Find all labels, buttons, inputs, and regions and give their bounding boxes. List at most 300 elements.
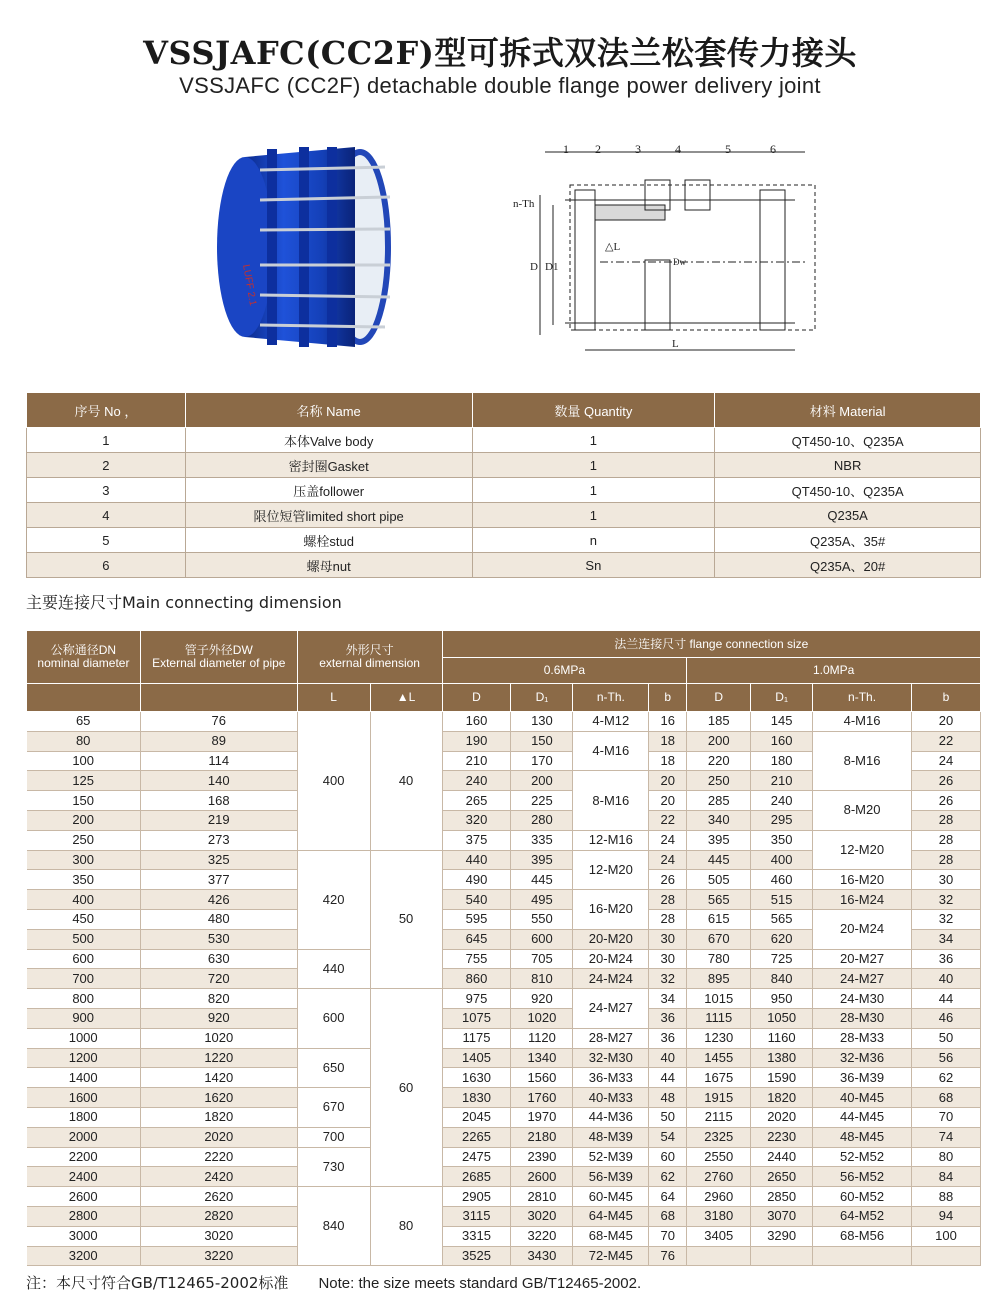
cell-d1-06: 2810: [511, 1187, 573, 1207]
cell-d1-06: 2600: [511, 1167, 573, 1187]
cell-l: 700: [297, 1127, 370, 1147]
cell-nth-06: 4-M12: [573, 712, 649, 732]
cell-d-10: 565: [687, 890, 751, 910]
cell-d-06: 3315: [442, 1226, 511, 1246]
cell-b-06: 50: [649, 1107, 687, 1127]
cell-d-06: 2685: [442, 1167, 511, 1187]
dimension-row: [27, 909, 981, 929]
cell-d-10: [687, 1246, 751, 1266]
cell-d-10: 2960: [687, 1187, 751, 1207]
parts-cell-material: Q235A、35#: [715, 528, 981, 553]
cell-d1-06: 280: [511, 810, 573, 830]
cell-d1-10: 3290: [751, 1226, 813, 1246]
cell-d-10: 445: [687, 850, 751, 870]
cell-dw: 89: [140, 731, 297, 751]
cell-d1-10: 210: [751, 771, 813, 791]
cell-d-10: 780: [687, 949, 751, 969]
header-d1-10: D₁: [751, 684, 813, 712]
cell-dn: 3200: [27, 1246, 141, 1266]
cell-nth-10: 56-M52: [813, 1167, 912, 1187]
cell-b-06: 30: [649, 949, 687, 969]
dimension-row: [27, 1147, 981, 1167]
header-l: L: [297, 684, 370, 712]
parts-header-no: 序号 No ，: [27, 393, 186, 428]
cell-nth-10: 24-M27: [813, 969, 912, 989]
cell-b-06: 62: [649, 1167, 687, 1187]
cell-d1-10: 515: [751, 890, 813, 910]
cell-d-06: 490: [442, 870, 511, 890]
cell-dn: 1200: [27, 1048, 141, 1068]
cell-dn: 600: [27, 949, 141, 969]
footnote-en: Note: the size meets standard GB/T12465-2002.: [318, 1275, 642, 1292]
cell-d1-10: 240: [751, 791, 813, 811]
cell-dn: 250: [27, 830, 141, 850]
cell-dw: 114: [140, 751, 297, 771]
cell-d-06: 2045: [442, 1107, 511, 1127]
label-nth: n-Th: [513, 198, 535, 210]
dimension-row: [27, 830, 981, 850]
header-dn-cn: 公称通径DN: [50, 643, 117, 657]
header-dw: [140, 631, 297, 684]
cell-nth-10: 40-M45: [813, 1088, 912, 1108]
cell-delta-l: 40: [370, 712, 442, 851]
parts-cell-name: 本体Valve body: [185, 428, 472, 453]
cell-d-10: 2325: [687, 1127, 751, 1147]
cell-d-06: 1405: [442, 1048, 511, 1068]
cell-dn: 1000: [27, 1028, 141, 1048]
cell-nth-10: 16-M20: [813, 870, 912, 890]
cell-l: 420: [297, 850, 370, 949]
cell-nth-06: 20-M20: [573, 929, 649, 949]
cell-dw: 1420: [140, 1068, 297, 1088]
parts-cell-name: 压盖follower: [185, 478, 472, 503]
cell-b-10: 26: [912, 771, 981, 791]
cell-dn: 1600: [27, 1088, 141, 1108]
cell-d1-06: 225: [511, 791, 573, 811]
cell-b-06: 18: [649, 731, 687, 751]
cell-l: 670: [297, 1088, 370, 1128]
cell-dw: 1820: [140, 1107, 297, 1127]
cell-dw: 920: [140, 1008, 297, 1028]
dimension-row: [27, 989, 981, 1009]
cell-dn: 2400: [27, 1167, 141, 1187]
cell-dw: 2820: [140, 1206, 297, 1226]
cell-nth-10: [813, 1246, 912, 1266]
cell-nth-10: 52-M52: [813, 1147, 912, 1167]
cell-dn: 100: [27, 751, 141, 771]
label-d1: D1: [545, 261, 559, 273]
cell-d-10: 395: [687, 830, 751, 850]
cell-l: 440: [297, 949, 370, 989]
header-blank-2: [140, 684, 297, 712]
label-d: D: [530, 261, 538, 273]
cell-d1-06: 170: [511, 751, 573, 771]
cell-d-10: 895: [687, 969, 751, 989]
cell-nth-10: 44-M45: [813, 1107, 912, 1127]
cell-d1-10: 400: [751, 850, 813, 870]
header-d1-06: D₁: [511, 684, 573, 712]
cell-b-10: 30: [912, 870, 981, 890]
cell-d-06: 2265: [442, 1127, 511, 1147]
parts-cell-no: 1: [27, 428, 186, 453]
cell-dw: 630: [140, 949, 297, 969]
cell-dn: 450: [27, 909, 141, 929]
cell-dn: 800: [27, 989, 141, 1009]
cell-d-06: 860: [442, 969, 511, 989]
cell-d1-06: 1760: [511, 1088, 573, 1108]
cell-dn: 500: [27, 929, 141, 949]
cell-nth-10: 68-M56: [813, 1226, 912, 1246]
label-l: L: [672, 338, 679, 350]
cell-b-06: 26: [649, 870, 687, 890]
cell-b-06: 16: [649, 712, 687, 732]
cell-d1-10: 2850: [751, 1187, 813, 1207]
cell-dn: 2000: [27, 1127, 141, 1147]
cell-dw: 480: [140, 909, 297, 929]
cell-d-06: 210: [442, 751, 511, 771]
dimension-row: [27, 1008, 981, 1028]
cell-dn: 65: [27, 712, 141, 732]
cell-d1-10: 1380: [751, 1048, 813, 1068]
cell-d-10: 2760: [687, 1167, 751, 1187]
cell-nth-10: 36-M39: [813, 1068, 912, 1088]
cell-b-06: 34: [649, 989, 687, 1009]
cell-b-06: 28: [649, 890, 687, 910]
cell-d1-06: 1020: [511, 1008, 573, 1028]
cell-dw: 1220: [140, 1048, 297, 1068]
cell-b-10: 74: [912, 1127, 981, 1147]
cell-d-06: 265: [442, 791, 511, 811]
cell-d1-10: 950: [751, 989, 813, 1009]
parts-row: [27, 478, 981, 503]
cell-dw: 1020: [140, 1028, 297, 1048]
cell-b-06: 60: [649, 1147, 687, 1167]
cell-b-10: 100: [912, 1226, 981, 1246]
cell-nth-06: 64-M45: [573, 1206, 649, 1226]
cell-d1-06: 200: [511, 771, 573, 791]
cell-d1-10: [751, 1246, 813, 1266]
product-photo: [205, 135, 415, 360]
cell-nth-06: 24-M24: [573, 969, 649, 989]
cell-d1-10: 3070: [751, 1206, 813, 1226]
cell-nth-06: 8-M16: [573, 771, 649, 830]
cell-d-10: 505: [687, 870, 751, 890]
cell-d1-06: 495: [511, 890, 573, 910]
cell-d1-06: 130: [511, 712, 573, 732]
cell-nth-06: 16-M20: [573, 890, 649, 930]
cell-d1-10: 1160: [751, 1028, 813, 1048]
cell-dw: 168: [140, 791, 297, 811]
cell-b-10: 20: [912, 712, 981, 732]
callout-5: 5: [725, 142, 731, 156]
cell-dn: 80: [27, 731, 141, 751]
header-external-en: external dimension: [319, 656, 420, 670]
parts-cell-material: NBR: [715, 453, 981, 478]
cell-b-10: 84: [912, 1167, 981, 1187]
cell-dn: 2600: [27, 1187, 141, 1207]
cell-d-06: 1830: [442, 1088, 511, 1108]
cell-dw: 140: [140, 771, 297, 791]
dimension-row: [27, 1167, 981, 1187]
parts-row: [27, 428, 981, 453]
parts-cell-material: QT450-10、Q235A: [715, 478, 981, 503]
cell-d-06: 375: [442, 830, 511, 850]
cell-b-06: 18: [649, 751, 687, 771]
cell-b-10: 34: [912, 929, 981, 949]
cell-nth-06: 32-M30: [573, 1048, 649, 1068]
cell-d1-06: 3020: [511, 1206, 573, 1226]
callout-6: 6: [770, 142, 776, 156]
cell-dw: 820: [140, 989, 297, 1009]
cell-d-06: 240: [442, 771, 511, 791]
cell-nth-06: 24-M27: [573, 989, 649, 1029]
header-b-10: b: [912, 684, 981, 712]
cell-d1-06: 1340: [511, 1048, 573, 1068]
cell-dw: 2620: [140, 1187, 297, 1207]
cell-d-10: 340: [687, 810, 751, 830]
cell-d-06: 2475: [442, 1147, 511, 1167]
parts-header-name: 名称 Name: [185, 393, 472, 428]
parts-cell-quantity: 1: [472, 453, 715, 478]
dimension-table: [26, 630, 981, 1266]
header-blank-1: [27, 684, 141, 712]
parts-cell-quantity: Sn: [472, 553, 715, 578]
dimension-row: [27, 791, 981, 811]
cell-nth-06: 68-M45: [573, 1226, 649, 1246]
cell-dn: 350: [27, 870, 141, 890]
photo-label: LUFF 2.1: [240, 263, 259, 307]
cell-dn: 900: [27, 1008, 141, 1028]
cell-d1-10: 460: [751, 870, 813, 890]
parts-table: [26, 392, 981, 578]
cell-l: 840: [297, 1187, 370, 1266]
cell-d-10: 1915: [687, 1088, 751, 1108]
cell-d1-10: 565: [751, 909, 813, 929]
cell-dw: 325: [140, 850, 297, 870]
parts-cell-name: 螺栓stud: [185, 528, 472, 553]
cell-b-10: 50: [912, 1028, 981, 1048]
cell-b-06: 32: [649, 969, 687, 989]
cell-d-06: 1630: [442, 1068, 511, 1088]
cell-b-06: 36: [649, 1028, 687, 1048]
parts-header-material: 材料 Material: [715, 393, 981, 428]
cell-l: 650: [297, 1048, 370, 1088]
cell-d1-06: 335: [511, 830, 573, 850]
cell-dn: 3000: [27, 1226, 141, 1246]
parts-header-quantity: 数量 Quantity: [472, 393, 715, 428]
cell-b-06: 70: [649, 1226, 687, 1246]
cell-d1-06: 2180: [511, 1127, 573, 1147]
dimension-row: [27, 1226, 981, 1246]
parts-row: [27, 503, 981, 528]
cell-nth-10: 8-M16: [813, 731, 912, 790]
cell-nth-06: 60-M45: [573, 1187, 649, 1207]
cell-d1-06: 1970: [511, 1107, 573, 1127]
cell-b-10: 56: [912, 1048, 981, 1068]
cell-b-10: 94: [912, 1206, 981, 1226]
cell-d-10: 1015: [687, 989, 751, 1009]
dimension-row: [27, 1206, 981, 1226]
cell-b-10: 28: [912, 810, 981, 830]
cell-b-06: 24: [649, 830, 687, 850]
cell-d1-06: 810: [511, 969, 573, 989]
cell-nth-10: 48-M45: [813, 1127, 912, 1147]
cell-l: 600: [297, 989, 370, 1048]
cell-d1-10: 1590: [751, 1068, 813, 1088]
cell-d1-06: 395: [511, 850, 573, 870]
cell-d-10: 1675: [687, 1068, 751, 1088]
cell-nth-10: 64-M52: [813, 1206, 912, 1226]
header-dw-en: External diameter of pipe: [152, 656, 286, 670]
page-subtitle: VSSJAFC (CC2F) detachable double flange power delivery joint: [179, 73, 821, 98]
cell-b-06: 20: [649, 791, 687, 811]
cell-delta-l: 60: [370, 989, 442, 1187]
cell-b-10: 32: [912, 890, 981, 910]
cell-d1-06: 705: [511, 949, 573, 969]
cell-dn: 1400: [27, 1068, 141, 1088]
cell-b-06: 22: [649, 810, 687, 830]
cell-nth-06: 56-M39: [573, 1167, 649, 1187]
parts-cell-quantity: 1: [472, 428, 715, 453]
cell-nth-06: 40-M33: [573, 1088, 649, 1108]
cell-b-06: 54: [649, 1127, 687, 1147]
cell-b-06: 36: [649, 1008, 687, 1028]
cell-nth-10: 20-M27: [813, 949, 912, 969]
cell-b-06: 48: [649, 1088, 687, 1108]
cell-b-06: 24: [649, 850, 687, 870]
cell-b-10: 80: [912, 1147, 981, 1167]
header-nth-06: n-Th.: [573, 684, 649, 712]
cell-d1-06: 600: [511, 929, 573, 949]
parts-cell-no: 3: [27, 478, 186, 503]
cell-b-06: 44: [649, 1068, 687, 1088]
dimension-row: [27, 1088, 981, 1108]
cell-nth-10: 60-M52: [813, 1187, 912, 1207]
header-dw-cn: 管子外径DW: [184, 643, 253, 657]
parts-cell-material: Q235A、20#: [715, 553, 981, 578]
cell-dn: 1800: [27, 1107, 141, 1127]
cell-dw: 219: [140, 810, 297, 830]
cell-d1-10: 2440: [751, 1147, 813, 1167]
header-d-10: D: [687, 684, 751, 712]
cell-d-10: 220: [687, 751, 751, 771]
technical-drawing: [505, 140, 825, 365]
cell-dn: 300: [27, 850, 141, 870]
parts-cell-name: 密封圈Gasket: [185, 453, 472, 478]
cell-b-10: 88: [912, 1187, 981, 1207]
cell-d-06: 755: [442, 949, 511, 969]
cell-dw: 2020: [140, 1127, 297, 1147]
header-dn-en: nominal diameter: [37, 656, 130, 670]
footnote: [26, 1272, 641, 1293]
cell-dn: 2200: [27, 1147, 141, 1167]
cell-dn: 125: [27, 771, 141, 791]
cell-b-10: 22: [912, 731, 981, 751]
header-external-cn: 外形尺寸: [345, 643, 394, 657]
cell-b-06: 20: [649, 771, 687, 791]
cell-d1-06: 920: [511, 989, 573, 1009]
cell-d-06: 645: [442, 929, 511, 949]
cell-b-06: 40: [649, 1048, 687, 1068]
cell-dn: 200: [27, 810, 141, 830]
dimension-row: [27, 870, 981, 890]
cell-nth-06: 12-M20: [573, 850, 649, 890]
cell-nth-10: 24-M30: [813, 989, 912, 1009]
cell-b-10: 46: [912, 1008, 981, 1028]
cell-d1-06: 1560: [511, 1068, 573, 1088]
cell-d-10: 250: [687, 771, 751, 791]
parts-row: [27, 528, 981, 553]
cell-d-06: 440: [442, 850, 511, 870]
callout-3: 3: [635, 142, 641, 156]
cell-b-10: 62: [912, 1068, 981, 1088]
cell-delta-l: 50: [370, 850, 442, 989]
cell-nth-10: 16-M24: [813, 890, 912, 910]
section-title: 主要连接尺寸Main connecting dimension: [26, 593, 342, 612]
cell-b-10: 26: [912, 791, 981, 811]
cell-nth-06: 12-M16: [573, 830, 649, 850]
cell-d-06: 975: [442, 989, 511, 1009]
cell-d-10: 1115: [687, 1008, 751, 1028]
dimension-row: [27, 731, 981, 751]
cell-d-06: 190: [442, 731, 511, 751]
cell-d-06: 3525: [442, 1246, 511, 1266]
cell-d-10: 3180: [687, 1206, 751, 1226]
cell-nth-06: 48-M39: [573, 1127, 649, 1147]
cell-dw: 3020: [140, 1226, 297, 1246]
parts-cell-name: 螺母nut: [185, 553, 472, 578]
cell-dn: 150: [27, 791, 141, 811]
dimension-row: [27, 1187, 981, 1207]
dimension-row: [27, 1246, 981, 1266]
cell-l: 400: [297, 712, 370, 851]
cell-d1-10: 2020: [751, 1107, 813, 1127]
cell-d-10: 1455: [687, 1048, 751, 1068]
cell-nth-10: 28-M30: [813, 1008, 912, 1028]
cell-d1-10: 160: [751, 731, 813, 751]
cell-b-10: 70: [912, 1107, 981, 1127]
cell-dw: 2420: [140, 1167, 297, 1187]
parts-cell-name: 限位短管limited short pipe: [185, 503, 472, 528]
header-1-0mpa: 1.0MPa: [687, 658, 981, 684]
cell-dn: 700: [27, 969, 141, 989]
header-0-6mpa: 0.6MPa: [442, 658, 687, 684]
label-dw: Dw: [673, 257, 686, 267]
cell-d1-10: 840: [751, 969, 813, 989]
cell-dn: 400: [27, 890, 141, 910]
cell-b-06: 28: [649, 909, 687, 929]
cell-d-10: 2115: [687, 1107, 751, 1127]
cell-b-10: 24: [912, 751, 981, 771]
cell-l: 730: [297, 1147, 370, 1187]
cell-d-06: 540: [442, 890, 511, 910]
cell-b-06: 76: [649, 1246, 687, 1266]
cell-d1-10: 1050: [751, 1008, 813, 1028]
page-title: VSSJAFC(CC2F)型可拆式双法兰松套传力接头: [143, 34, 857, 72]
cell-d1-06: 2390: [511, 1147, 573, 1167]
cell-d-10: 670: [687, 929, 751, 949]
parts-cell-quantity: 1: [472, 503, 715, 528]
parts-cell-no: 6: [27, 553, 186, 578]
cell-d-06: 1075: [442, 1008, 511, 1028]
cell-d1-10: 295: [751, 810, 813, 830]
cell-d-06: 2905: [442, 1187, 511, 1207]
cell-b-10: 28: [912, 850, 981, 870]
cell-d1-10: 1820: [751, 1088, 813, 1108]
parts-cell-quantity: n: [472, 528, 715, 553]
cell-nth-06: 72-M45: [573, 1246, 649, 1266]
cell-dw: 720: [140, 969, 297, 989]
